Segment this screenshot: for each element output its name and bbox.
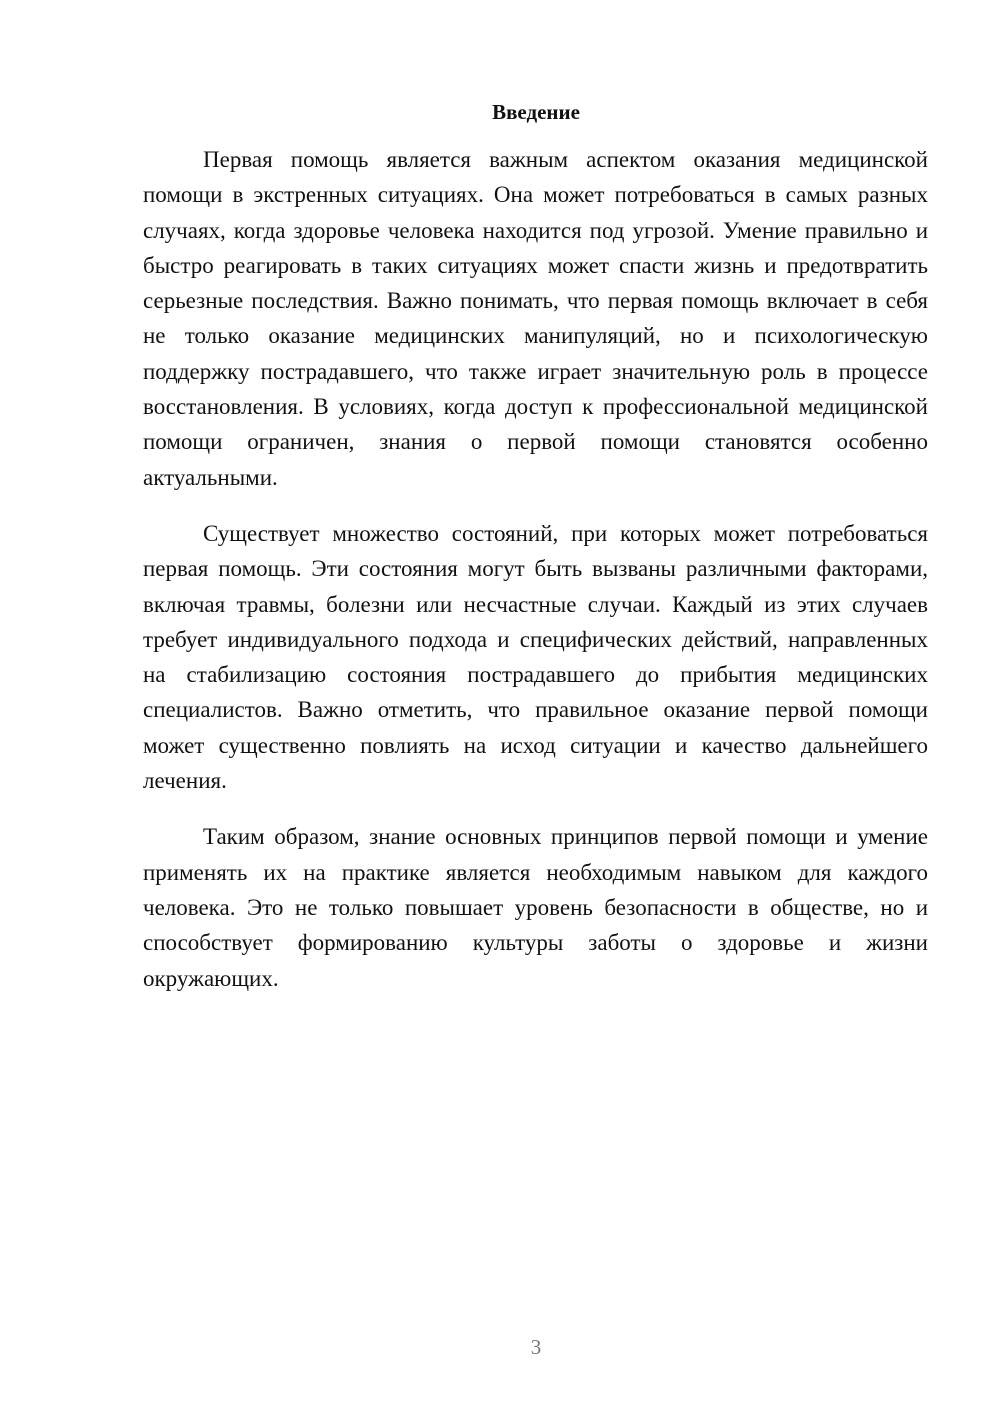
page-number: 3 bbox=[530, 1335, 542, 1359]
paragraph-2: Существует множество состояний, при которых может потребоваться первая помощь. Эти состояния могут быть вызваны различными факторами, включая травмы, болезни или несчастные случаи. Каждый из этих случаев требует индивидуального подхода и специфических действий, направленных на стабилизацию состояния пострадавшего до прибытия медицинских специалистов. Важно отметить, что правильное оказание первой помощи может существенно повлиять на исход ситуации и качество дальнейшего лечения. bbox=[143, 520, 928, 794]
paragraph-1: Первая помощь является важным аспектом оказания медицинской помощи в экстренных ситуациях. Она может потребоваться в самых разных случаях, когда здоровье человека находится под угрозой. Умение правильно и быстро реагировать в таких ситуациях может спасти жизнь и предотвратить серьезные последствия. Важно понимать, что первая помощь включает в себя не только оказание медицинских манипуляций, но и психологическую поддержку пострадавшего, что также играет значительную роль в процессе восстановления. В условиях, когда доступ к профессиональной медицинской помощи ограничен, знания о первой помощи становятся особенно актуальными. bbox=[143, 147, 928, 490]
paragraph-3: Таким образом, знание основных принципов первой помощи и умение применять их на практике является необходимым навыком для каждого человека. Это не только повышает уровень безопасности в обществе, но и способствует формированию культуры заботы о здоровье и жизни окружающих. bbox=[143, 824, 928, 991]
page-title: Введение bbox=[492, 100, 580, 124]
body-text bbox=[143, 142, 928, 1017]
